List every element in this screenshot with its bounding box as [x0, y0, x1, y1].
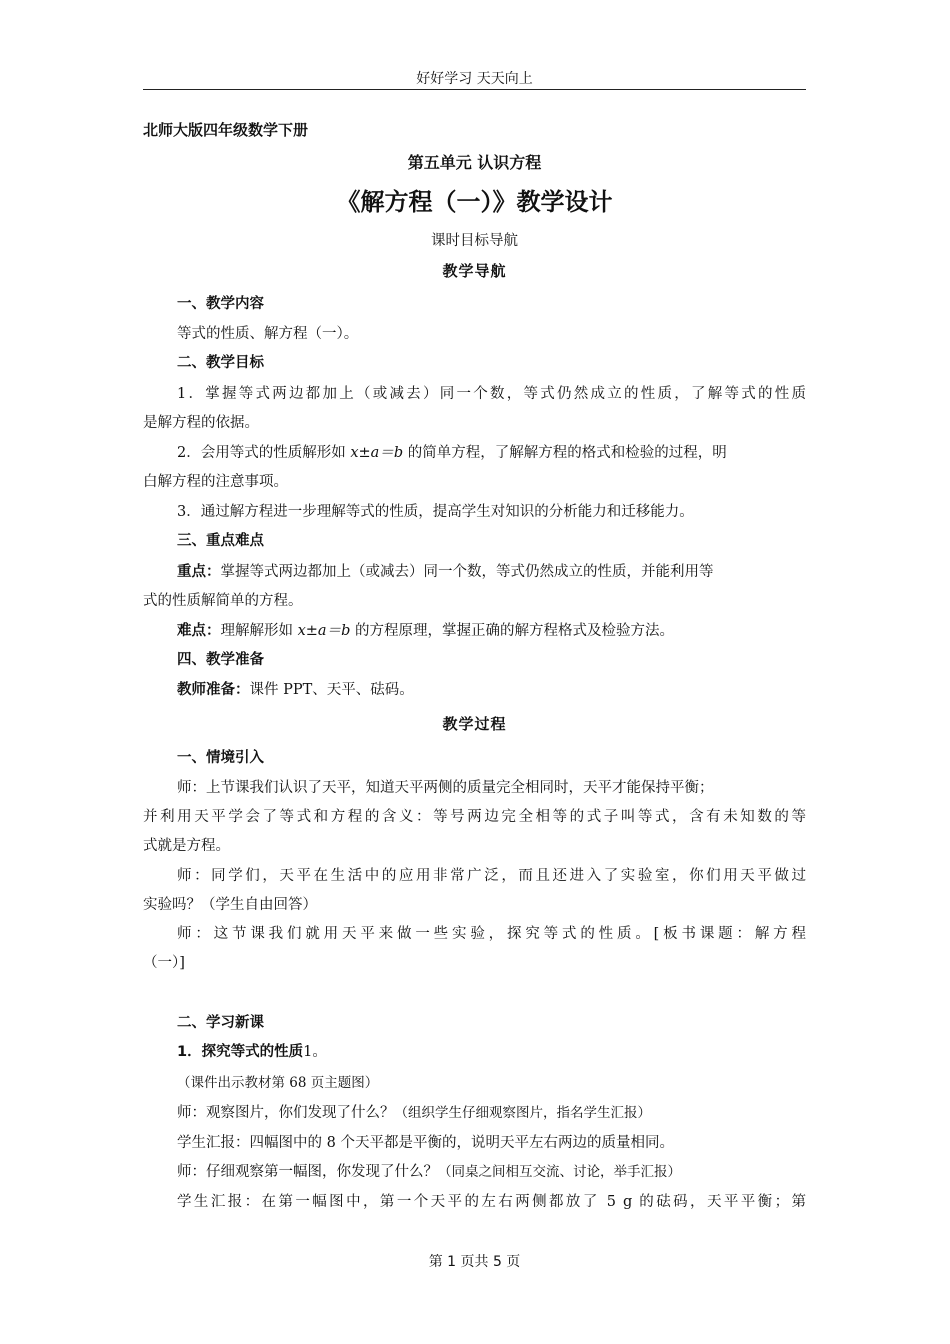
- teacher-line-3a: 师：这节课我们就用天平来做一些实验，探究等式的性质。[板书课题：解方程: [177, 926, 806, 942]
- goal-1-line-1: 1．掌握等式两边都加上（或减去）同一个数，等式仍然成立的性质，了解等式的性质: [177, 386, 806, 402]
- lesson-line-2: 师：观察图片，你们发现了什么？（组织学生仔细观察图片，指名学生汇报）: [177, 1105, 651, 1121]
- section-heading-content: 一、教学内容: [177, 296, 264, 312]
- process-heading: 教学过程: [442, 715, 507, 733]
- teacher-line-1b: 并利用天平学会了等式和方程的含义：等号两边完全相等的式子叫等式，含有未知数的等: [143, 809, 806, 825]
- section-heading-key-points: 三、重点难点: [177, 533, 264, 549]
- teacher-line-2b: 实验吗？（学生自由回答）: [143, 897, 317, 913]
- book-title: 北师大版四年级数学下册: [143, 121, 309, 139]
- section-heading-intro: 一、情境引入: [177, 750, 264, 766]
- teacher-line-2a: 师：同学们，天平在生活中的应用非常广泛，而且还进入了实验室，你们用天平做过: [177, 868, 806, 884]
- document-title: 《解方程（一）》教学设计: [336, 188, 613, 216]
- lesson-line-5: 学生汇报：在第一幅图中，第一个天平的左右两侧都放了 5 g 的砝码，天平平衡；第: [177, 1194, 806, 1210]
- header-rule: [143, 89, 806, 90]
- formula: x±a＝b: [350, 445, 404, 461]
- preparation: 教师准备：课件 PPT、天平、砝码。: [177, 682, 414, 698]
- goal-1-line-2: 是解方程的依据。: [143, 415, 259, 431]
- subtitle: 课时目标导航: [431, 233, 518, 249]
- goal-2-line-2: 白解方程的注意事项。: [143, 474, 288, 490]
- page-footer: 第 1 页共 5 页: [428, 1254, 521, 1270]
- lesson-line-4: 师：仔细观察第一幅图，你发现了什么？（同桌之间相互交流、讨论，举手汇报）: [177, 1164, 681, 1180]
- key-point-line-2: 式的性质解简单的方程。: [143, 593, 303, 609]
- section-heading-preparation: 四、教学准备: [177, 652, 264, 668]
- subsection-heading: 1．探究等式的性质1。: [177, 1044, 327, 1060]
- teacher-line-1a: 师：上节课我们认识了天平，知道天平两侧的质量完全相同时，天平才能保持平衡；: [177, 780, 714, 796]
- goal-2-line-1: 2．会用等式的性质解形如 x±a＝b 的简单方程，了解解方程的格式和检验的过程，明: [177, 445, 727, 461]
- content-text: 等式的性质、解方程（一）。: [177, 326, 359, 342]
- difficulty: 难点：理解解形如 x±a＝b 的方程原理，掌握正确的解方程格式及检验方法。: [177, 623, 674, 639]
- nav-heading: 教学导航: [442, 262, 507, 280]
- section-heading-goals: 二、教学目标: [177, 355, 264, 371]
- page-header: 好好学习 天天向上: [416, 71, 533, 87]
- unit-title: 第五单元 认识方程: [407, 153, 542, 172]
- goal-3: 3．通过解方程进一步理解等式的性质，提高学生对知识的分析能力和迁移能力。: [177, 504, 694, 520]
- teacher-line-3b: （一）]: [143, 955, 185, 971]
- teacher-line-1c: 式就是方程。: [143, 838, 230, 854]
- courseware-note: （课件出示教材第 68 页主题图）: [177, 1075, 379, 1091]
- lesson-line-3: 学生汇报：四幅图中的 8 个天平都是平衡的，说明天平左右两边的质量相同。: [177, 1135, 674, 1151]
- section-heading-new-lesson: 二、学习新课: [177, 1015, 264, 1031]
- key-point-line-1: 重点：掌握等式两边都加上（或减去）同一个数，等式仍然成立的性质，并能利用等: [177, 564, 714, 580]
